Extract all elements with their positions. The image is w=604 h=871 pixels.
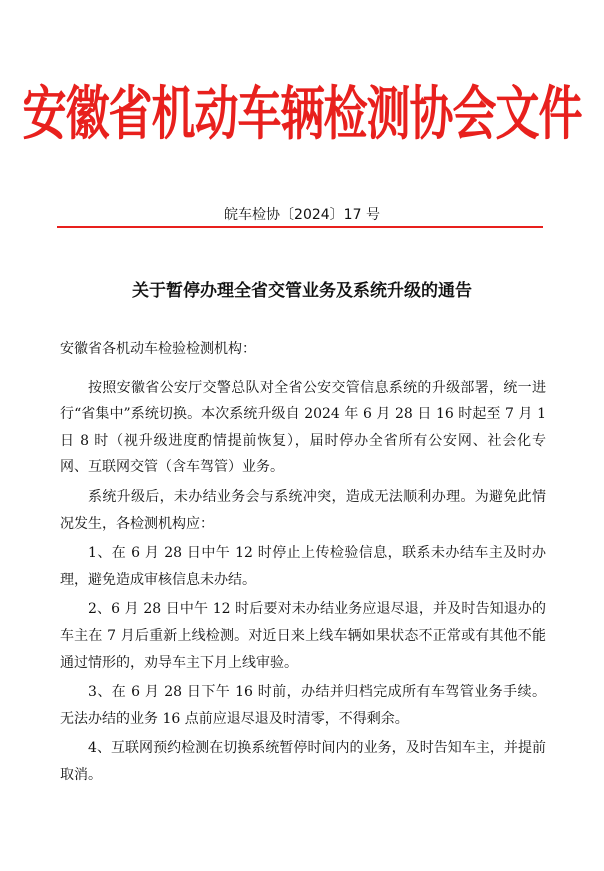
document-header-title: 安徽省机动车辆检测协会文件 xyxy=(22,80,582,149)
paragraph-requirements: 系统升级后，未办结业务会与系统冲突，造成无法顺利办理。为避免此情况发生，各检测机构应： xyxy=(60,488,546,532)
paragraph-item-1: 1、在 6 月 28 日中午 12 时停止上传检验信息，联系未办结车主及时办理，避免造成审核信息未办结。 xyxy=(60,545,546,588)
document-body xyxy=(60,336,546,792)
paragraph-item-3: 3、在 6 月 28 日下午 16 时前，办结并归档完成所有车驾管业务手续。无法办结的业务 16 点前应退尽退及时清零，不得剩余。 xyxy=(60,684,546,727)
paragraph-intro: 按照安徽省公安厅交警总队对全省公安交管信息系统的升级部署，统一进行“省集中”系统切换。本次系统升级自 2024 年 6 月 28 日 16 时起至 7 月 1 日 8 时（视升级进度酌情提前恢复），届时停办全省所有公安网、社会化专网、互联网交管（含车驾管）业务。 xyxy=(60,379,546,476)
paragraph-item-4: 4、互联网预约检测在切换系统暂停时间内的业务，及时告知车主，并提前取消。 xyxy=(60,740,546,783)
paragraph-item-2: 2、6 月 28 日中午 12 时后要对未办结业务应退尽退，并及时告知退办的车主在 7 月后重新上线检测。对近日来上线车辆如果状态不正常或有其他不能通过情形的，劝导车主下月上线审验。 xyxy=(60,601,546,671)
document-number: 皖车检协〔2024〕17 号 xyxy=(224,207,380,223)
notice-title: 关于暂停办理全省交管业务及系统升级的通告 xyxy=(132,281,472,301)
red-divider-line xyxy=(57,226,543,228)
salutation: 安徽省各机动车检验检测机构： xyxy=(60,341,256,357)
